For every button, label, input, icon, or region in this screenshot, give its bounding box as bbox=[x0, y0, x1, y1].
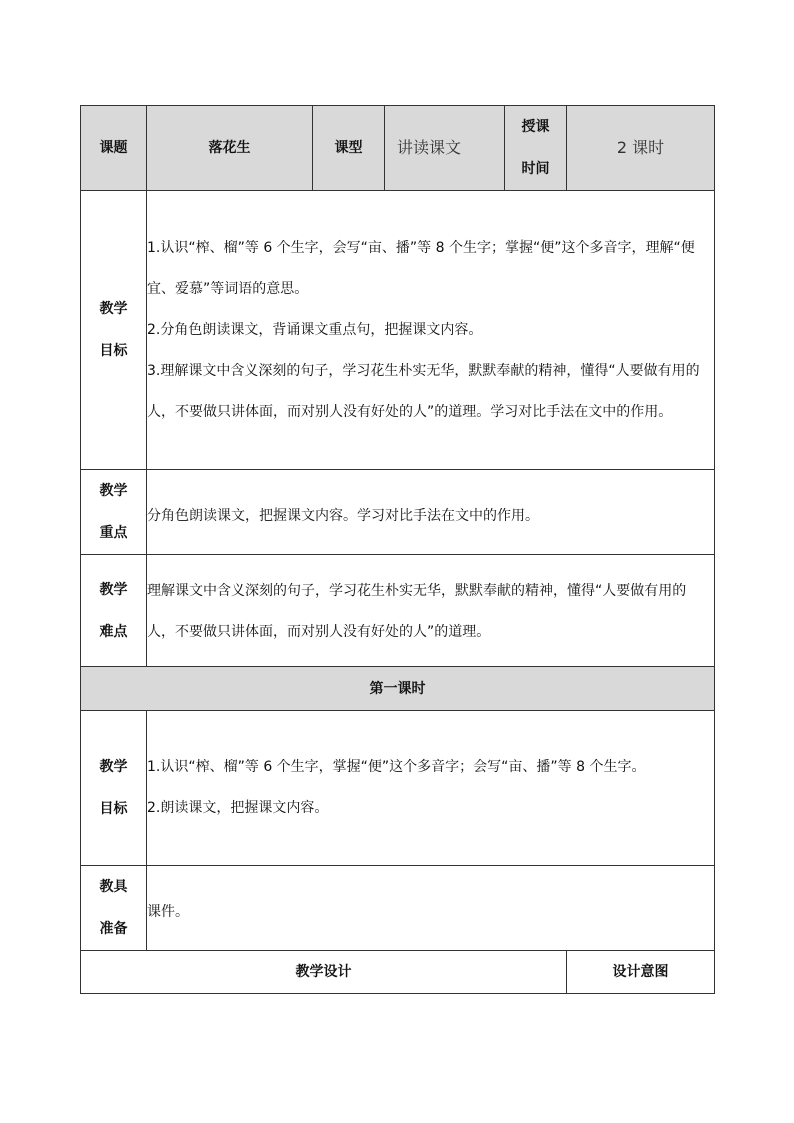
key-points-text: 分角色朗读课文，把握课文内容。学习对比手法在文中的作用。 bbox=[147, 507, 539, 524]
subject-value: 落花生 bbox=[147, 106, 313, 191]
first-lesson-goal-1: 1.认识“榨、榴”等 6 个生字，掌握“便”这个多音字；会写“亩、播”等 8 个生字。 bbox=[147, 759, 646, 775]
tools-row bbox=[81, 866, 715, 951]
goals-label bbox=[81, 191, 147, 470]
intent-label: 设计意图 bbox=[567, 951, 715, 994]
time-value: 2 课时 bbox=[567, 106, 715, 191]
tools-value: 课件。 bbox=[147, 903, 189, 920]
lesson-plan-table bbox=[80, 105, 715, 994]
goal-item-2: 2.分角色朗读课文，背诵课文重点句，把握课文内容。 bbox=[147, 321, 483, 338]
design-label: 教学设计 bbox=[81, 951, 567, 994]
goal-item-1: 1.认识“榨、榴”等 6 个生字，会写“亩、播”等 8 个生字；掌握“便”这个多音字，理解“便宜、爱慕”等词语的意思。 bbox=[147, 239, 695, 297]
first-lesson-title: 第一课时 bbox=[81, 667, 715, 711]
design-header-row bbox=[81, 951, 715, 994]
tools-content bbox=[147, 866, 715, 951]
goals-label-line1: 教学 bbox=[99, 301, 128, 317]
goals-row bbox=[81, 191, 715, 470]
key-points-row bbox=[81, 470, 715, 555]
subject-label: 课题 bbox=[81, 106, 147, 191]
first-lesson-goals-label bbox=[81, 711, 147, 866]
key-points-label bbox=[81, 470, 147, 555]
difficulties-label-line1: 教学 bbox=[99, 581, 128, 598]
type-label: 课型 bbox=[313, 106, 385, 191]
difficulties-content bbox=[147, 555, 715, 667]
type-value: 讲读课文 bbox=[385, 106, 505, 191]
difficulties-text: 理解课文中含义深刻的句子，学习花生朴实无华，默默奉献的精神，懂得“人要做有用的人，不要做只讲体面，而对别人没有好处的人”的道理。 bbox=[147, 582, 687, 640]
key-points-content bbox=[147, 470, 715, 555]
first-lesson-goal-2: 2.朗读课文，把握课文内容。 bbox=[147, 800, 329, 816]
key-points-label-line2: 重点 bbox=[99, 525, 128, 541]
difficulties-label-line2: 难点 bbox=[99, 623, 128, 640]
difficulties-label bbox=[81, 555, 147, 667]
first-lesson-row bbox=[81, 667, 715, 711]
time-label bbox=[505, 106, 567, 191]
goals-label-line2: 目标 bbox=[99, 343, 128, 359]
tools-label-line1: 教具 bbox=[99, 879, 128, 895]
time-label-line1: 授课 bbox=[521, 119, 550, 135]
goal-item-3: 3.理解课文中含义深刻的句子，学习花生朴实无华，默默奉献的精神，懂得“人要做有用的人，不要做只讲体面，而对别人没有好处的人”的道理。学习对比手法在文中的作用。 bbox=[147, 362, 700, 420]
first-lesson-goals-content bbox=[147, 711, 715, 866]
first-lesson-goals-label-line2: 目标 bbox=[99, 801, 128, 817]
key-points-label-line1: 教学 bbox=[99, 483, 128, 499]
first-lesson-goals-label-line1: 教学 bbox=[99, 759, 128, 775]
tools-label-line2: 准备 bbox=[99, 921, 128, 937]
header-row bbox=[81, 106, 715, 191]
difficulties-row bbox=[81, 555, 715, 667]
goals-content bbox=[147, 191, 715, 470]
tools-label bbox=[81, 866, 147, 951]
first-lesson-goals-row bbox=[81, 711, 715, 866]
time-label-line2: 时间 bbox=[521, 161, 550, 177]
